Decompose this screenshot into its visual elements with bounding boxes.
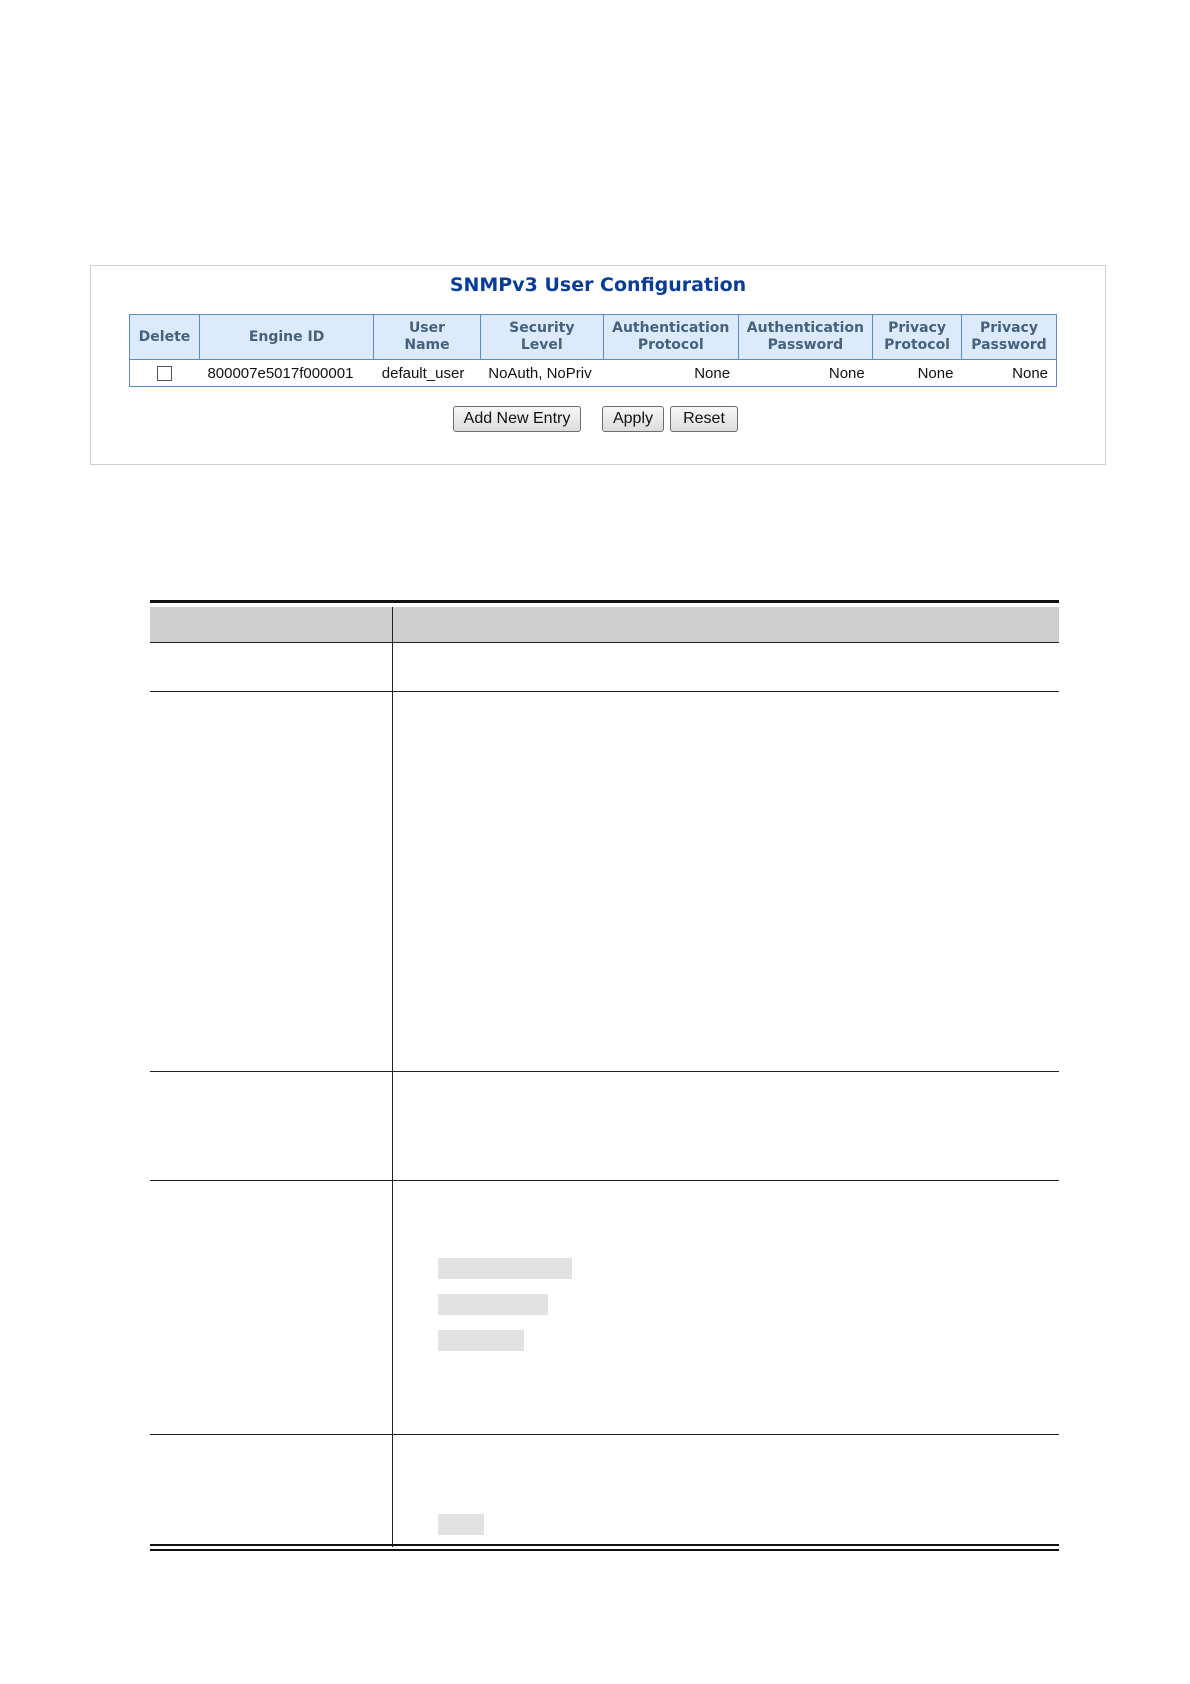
- security-level-cell: NoAuth, NoPriv: [480, 360, 603, 387]
- table-bottom-rule: [150, 1544, 1059, 1546]
- delete-cell: [130, 360, 200, 387]
- col-auth-protocol: Authentication Protocol: [603, 315, 738, 360]
- apply-button[interactable]: Apply: [602, 406, 664, 432]
- user-name-cell: default_user: [374, 360, 480, 387]
- description-table: [150, 600, 1059, 1552]
- table-header-band: [150, 607, 1059, 643]
- highlight-block: [438, 1330, 524, 1351]
- priv-password-cell: None: [961, 360, 1056, 387]
- auth-password-cell: None: [738, 360, 873, 387]
- table-top-rule: [150, 600, 1059, 603]
- add-new-entry-button[interactable]: Add New Entry: [453, 406, 581, 432]
- col-priv-password: Privacy Password: [961, 315, 1056, 360]
- panel-title: SNMPv3 User Configuration: [449, 274, 747, 296]
- row-divider: [150, 1180, 1059, 1181]
- col-user-name: User Name: [374, 315, 480, 360]
- col-priv-protocol: Privacy Protocol: [873, 315, 962, 360]
- highlight-block: [438, 1294, 548, 1315]
- snmpv3-user-table: [129, 314, 1057, 387]
- auth-protocol-cell: None: [603, 360, 738, 387]
- col-security-level: Security Level: [480, 315, 603, 360]
- highlight-block: [438, 1258, 572, 1279]
- table-bottom-rule: [150, 1549, 1059, 1551]
- row-divider: [150, 1434, 1059, 1435]
- row-divider: [150, 642, 1059, 643]
- col-engine-id: Engine ID: [199, 315, 373, 360]
- table-header-row: [130, 315, 1057, 360]
- col-auth-password: Authentication Password: [738, 315, 873, 360]
- column-divider: [392, 607, 393, 1547]
- col-delete: Delete: [130, 315, 200, 360]
- row-divider: [150, 691, 1059, 692]
- row-divider: [150, 1071, 1059, 1072]
- priv-protocol-cell: None: [873, 360, 962, 387]
- highlight-block: [438, 1514, 484, 1535]
- reset-button[interactable]: Reset: [670, 406, 738, 432]
- snmpv3-user-config-panel: [90, 265, 1106, 465]
- table-row: [130, 360, 1057, 387]
- engine-id-cell: 800007e5017f000001: [199, 360, 373, 387]
- delete-checkbox[interactable]: [157, 366, 172, 381]
